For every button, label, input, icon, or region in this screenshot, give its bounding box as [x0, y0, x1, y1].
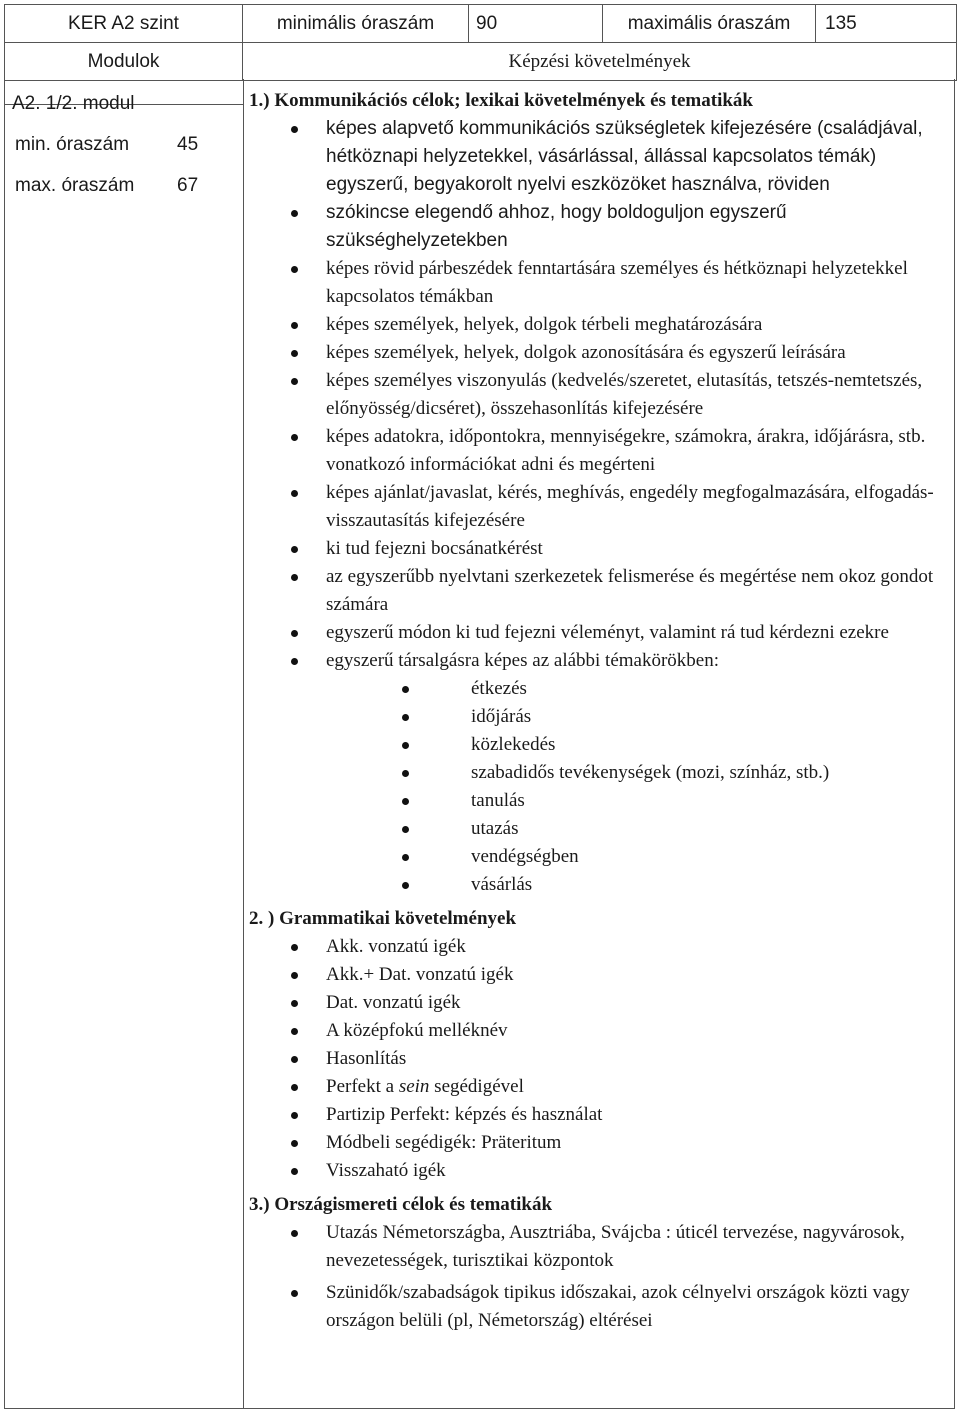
module-min-value: 45: [177, 134, 199, 155]
level-row: [5, 5, 957, 43]
list-item: Dat. vonzatú igék: [249, 989, 954, 1017]
list-item: egyszerű társalgásra képes az alábbi témakörökben:: [249, 647, 954, 675]
list-item: képes alapvető kommunikációs szükségletek kifejezésére (családjával, hétköznapi helyzetekkel, vásárlással, állással kapcsolatos témák) egyszerű, begyakorolt nyelvi eszközöket használva, röviden: [249, 115, 954, 199]
module-name: A2. 1/2. modul: [12, 93, 135, 114]
section1-title: 1.) Kommunikációs célok; lexikai követelmények és tematikák: [249, 90, 753, 111]
list-item: szókincse elegendő ahhoz, hogy boldoguljon egyszerű szükséghelyzetekben: [249, 199, 954, 255]
requirements-header: Képzési követelmények: [243, 43, 957, 81]
min-hours-value: 90: [469, 5, 603, 43]
country-studies-list: [249, 1219, 954, 1335]
max-hours-label: maximális óraszám: [603, 5, 816, 43]
header-table: [4, 4, 957, 81]
section2-title: 2. ) Grammatikai követelmények: [249, 908, 517, 929]
grammar-list: [249, 933, 954, 1185]
list-item: Visszaható igék: [249, 1157, 954, 1185]
list-item: Utazás Németországba, Ausztriába, Svájcba : úticél tervezése, nagyvárosok, nevezetességek, turisztikai központok: [249, 1219, 954, 1275]
topic-item: szabadidős tevékenységek (mozi, színház, stb.): [249, 759, 954, 787]
topic-item: étkezés: [249, 675, 954, 703]
topic-item: közlekedés: [249, 731, 954, 759]
list-item: az egyszerűbb nyelvtani szerkezetek felismerése és megértése nem okoz gondot számára: [249, 563, 954, 619]
min-hours-label: minimális óraszám: [243, 5, 469, 43]
module-body: [4, 79, 955, 1409]
section3-title: 3.) Országismereti célok és tematikák: [249, 1194, 553, 1215]
list-item: Hasonlítás: [249, 1045, 954, 1073]
list-item: A középfokú melléknév: [249, 1017, 954, 1045]
module-min-label: min. óraszám: [15, 134, 130, 155]
list-item: Akk. vonzatú igék: [249, 933, 954, 961]
list-item-perfekt: [249, 1073, 954, 1101]
topic-item: vendégségben: [249, 843, 954, 871]
module-max-value: 67: [177, 175, 199, 196]
list-item: Partizip Perfekt: képzés és használat: [249, 1101, 954, 1129]
list-item: képes adatokra, időpontokra, mennyiségekre, számokra, árakra, időjárásra, stb. vonatkozó információkat adni és megérteni: [249, 423, 954, 479]
list-item: Szünidők/szabadságok tipikus időszakai, azok célnyelvi országok közti vagy országon belüli (pl, Németország) eltérései: [249, 1279, 954, 1335]
list-item: Akk.+ Dat. vonzatú igék: [249, 961, 954, 989]
list-item: ki tud fejezni bocsánatkérést: [249, 535, 954, 563]
module-max-label: max. óraszám: [15, 175, 135, 196]
list-item: képes rövid párbeszédek fenntartására személyes és hétköznapi helyzetekkel kapcsolatos témákban: [249, 255, 954, 311]
list-item: képes személyek, helyek, dolgok térbeli meghatározására: [249, 311, 954, 339]
topic-item: utazás: [249, 815, 954, 843]
perfekt-suffix: segédigével: [434, 1076, 524, 1097]
topic-item: időjárás: [249, 703, 954, 731]
list-item: képes személyek, helyek, dolgok azonosítására és egyszerű leírására: [249, 339, 954, 367]
list-item: képes ajánlat/javaslat, kérés, meghívás, engedély megfogalmazására, elfogadás-visszautasítás kifejezésére: [249, 479, 954, 535]
communication-goals-list: [249, 115, 954, 675]
modules-header: Modulok: [5, 43, 243, 81]
perfekt-italic: sein: [398, 1076, 430, 1097]
column-divider: [243, 79, 244, 1408]
perfekt-prefix: Perfekt a: [326, 1076, 395, 1097]
topics-list: [249, 675, 954, 899]
max-hours-value: 135: [816, 5, 957, 43]
requirements-content: [249, 87, 954, 1335]
list-item: képes személyes viszonyulás (kedvelés/szeretet, elutasítás, tetszés-nemtetszés, előnyösség/dicséret), összehasonlítás kifejezésére: [249, 367, 954, 423]
topic-item: tanulás: [249, 787, 954, 815]
list-item: egyszerű módon ki tud fejezni véleményt, valamint rá tud kérdezni ezekre: [249, 619, 954, 647]
list-item: Módbeli segédigék: Präteritum: [249, 1129, 954, 1157]
topic-item: vásárlás: [249, 871, 954, 899]
level-cell: KER A2 szint: [5, 5, 243, 43]
column-header-row: [5, 43, 957, 81]
